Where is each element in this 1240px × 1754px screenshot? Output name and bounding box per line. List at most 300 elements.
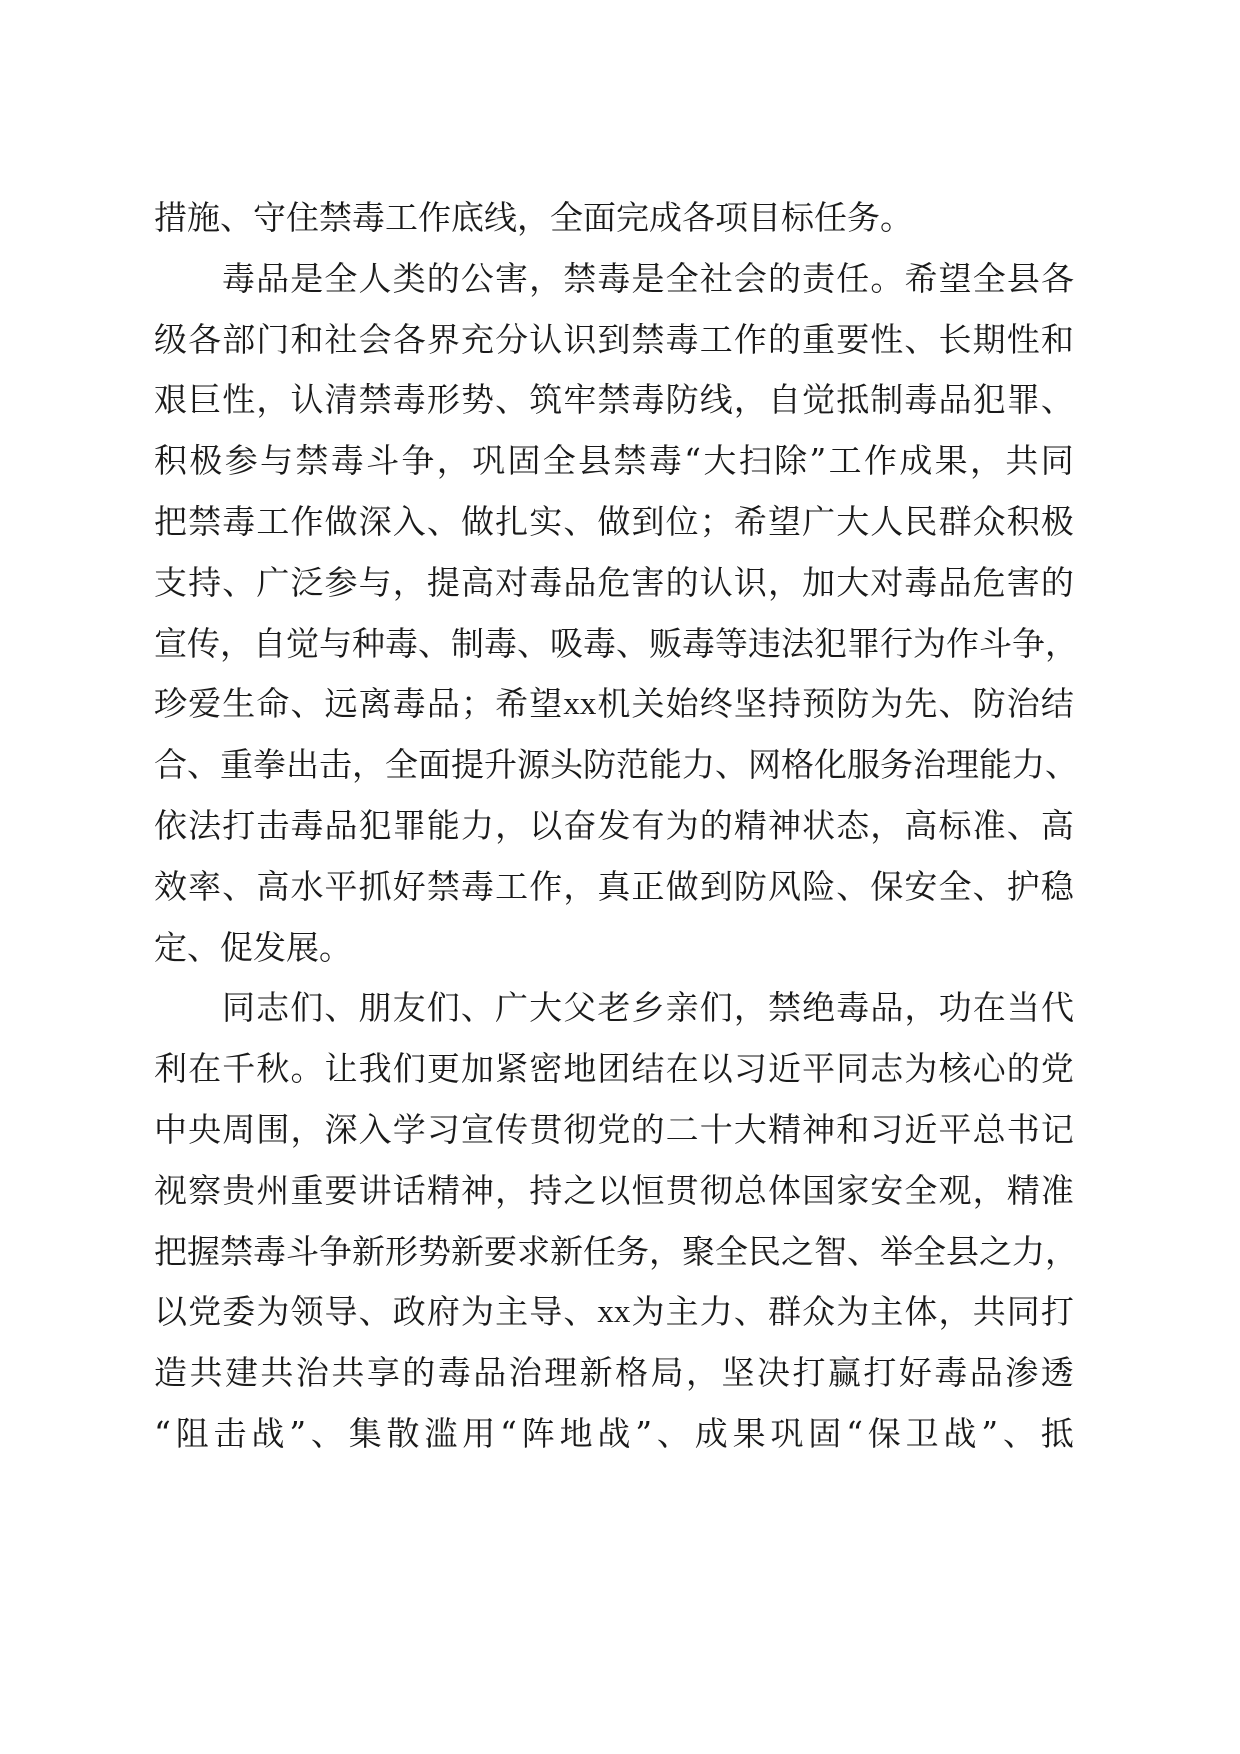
text-glyph: 毒 <box>529 562 563 602</box>
text-glyph: 为 <box>904 1049 938 1089</box>
text-glyph: 自 <box>767 380 801 420</box>
text-glyph: 的 <box>1006 1049 1040 1089</box>
text-glyph: 核 <box>938 1049 972 1089</box>
text-glyph: 贯 <box>665 1170 699 1210</box>
text-glyph: ， <box>220 623 253 663</box>
text-glyph: 同 <box>1006 1292 1040 1332</box>
text-glyph: 抵 <box>836 380 870 420</box>
text-glyph: 人 <box>358 258 392 298</box>
text-glyph: 生 <box>222 684 256 724</box>
text-glyph: 、 <box>715 745 748 785</box>
text-glyph: 渗 <box>1005 1353 1039 1393</box>
text-glyph: 国 <box>802 1170 836 1210</box>
text-glyph: 禁 <box>563 258 597 298</box>
text-glyph: 为 <box>665 805 699 845</box>
text-glyph: 毒 <box>253 1231 286 1271</box>
text-glyph: 们 <box>426 988 460 1028</box>
paragraph-1 <box>154 188 1074 249</box>
text-glyph: 同 <box>836 1049 870 1089</box>
text-glyph: 近 <box>767 1049 801 1089</box>
text-glyph: 习 <box>733 1049 767 1089</box>
text-glyph: 入 <box>358 1109 392 1149</box>
text-glyph: 关 <box>631 684 665 724</box>
text-glyph: 、 <box>938 684 972 724</box>
text-glyph: 险 <box>802 866 836 906</box>
text-glyph: 集 <box>348 1413 382 1453</box>
text-glyph: 工 <box>828 441 862 481</box>
text-glyph: 长 <box>938 319 972 359</box>
text-glyph: 打 <box>222 805 256 845</box>
text-line <box>154 796 1074 857</box>
text-glyph: 、 <box>1006 805 1040 845</box>
text-glyph: 觉 <box>286 623 319 663</box>
text-glyph: 宣 <box>154 623 187 663</box>
text-glyph: 作 <box>863 441 897 481</box>
text-glyph: 犯 <box>814 623 847 663</box>
text-glyph: 害 <box>631 562 665 602</box>
text-glyph: 识 <box>563 319 597 359</box>
text-glyph: 出 <box>286 745 319 785</box>
text-glyph: 、 <box>290 684 324 724</box>
text-glyph: ， <box>970 441 1003 481</box>
text-glyph: 共 <box>972 1292 1006 1332</box>
text-glyph: 禁 <box>597 380 631 420</box>
text-glyph: 好 <box>392 866 426 906</box>
text-glyph: 自 <box>253 623 286 663</box>
text-glyph: 分 <box>495 319 529 359</box>
text-glyph: ， <box>972 1170 1006 1210</box>
text-glyph: 认 <box>290 380 324 420</box>
text-glyph: ， <box>1045 623 1078 663</box>
text-glyph: ， <box>733 380 767 420</box>
text-glyph: 县 <box>946 1231 979 1271</box>
text-glyph: 成 <box>694 1413 728 1453</box>
text-glyph: 社 <box>699 258 733 298</box>
text-glyph: 力 <box>1012 1231 1045 1271</box>
text-glyph: 为 <box>256 1292 290 1332</box>
text-glyph: 状 <box>802 805 836 845</box>
text-line <box>154 249 1074 310</box>
text-glyph: 、 <box>358 1292 392 1332</box>
text-glyph: 防 <box>972 684 1006 724</box>
text-glyph: 禁 <box>613 441 647 481</box>
text-glyph: 认 <box>699 562 733 602</box>
text-glyph: 亲 <box>665 988 699 1028</box>
text-glyph: 主 <box>870 1292 904 1332</box>
text-glyph: 全 <box>938 866 972 906</box>
text-glyph: 人 <box>870 501 904 541</box>
text-glyph: 地 <box>563 1049 597 1089</box>
text-glyph: 结 <box>631 1049 665 1089</box>
text-glyph: 害 <box>495 258 528 298</box>
text-glyph: 政 <box>392 1292 426 1332</box>
text-glyph: 、 <box>426 501 460 541</box>
text-glyph: 牢 <box>563 380 597 420</box>
text-glyph: 们 <box>392 1049 426 1089</box>
text-glyph: 务 <box>880 745 913 785</box>
text-glyph: 离 <box>358 684 392 724</box>
text-glyph: 。 <box>290 1049 324 1089</box>
text-glyph: 利 <box>154 1049 187 1089</box>
text-glyph: 级 <box>154 319 187 359</box>
text-glyph: ” <box>809 441 827 481</box>
text-glyph: 积 <box>154 441 187 481</box>
text-glyph: ， <box>870 805 904 845</box>
text-glyph: 们 <box>290 988 324 1028</box>
text-glyph: 是 <box>631 258 665 298</box>
text-glyph: 共 <box>1005 441 1039 481</box>
text-glyph: 果 <box>934 441 968 481</box>
text-glyph: 社 <box>324 319 358 359</box>
text-glyph: 绝 <box>802 988 836 1028</box>
text-glyph: 法 <box>781 623 814 663</box>
text-glyph: 散 <box>386 1413 420 1453</box>
text-glyph: 性 <box>870 319 904 359</box>
text-glyph: 打 <box>863 1353 897 1393</box>
text-glyph: 们 <box>699 988 733 1028</box>
text-glyph: 防 <box>733 866 767 906</box>
text-glyph: 作 <box>290 501 324 541</box>
text-glyph: 彻 <box>563 1109 597 1149</box>
text-glyph: 奋 <box>563 805 597 845</box>
text-glyph: 持 <box>188 562 222 602</box>
text-glyph: “ <box>846 1413 863 1453</box>
text-glyph: 要 <box>484 1231 517 1271</box>
text-line <box>154 370 1074 431</box>
text-glyph: 要 <box>324 1170 358 1210</box>
text-glyph: 机 <box>597 684 631 724</box>
text-glyph: 品 <box>563 562 597 602</box>
text-glyph: 、 <box>563 1292 597 1332</box>
text-glyph: 平 <box>802 1049 836 1089</box>
text-glyph: 防 <box>583 745 616 785</box>
text-glyph: 保 <box>867 1413 901 1453</box>
text-glyph: 局 <box>650 1353 684 1393</box>
text-glyph: 打 <box>1040 1292 1074 1332</box>
text-glyph: 吸 <box>550 623 583 663</box>
text-glyph: 精 <box>426 1170 460 1210</box>
text-glyph: 话 <box>392 1170 426 1210</box>
text-glyph: 极 <box>189 441 223 481</box>
text-glyph: 共 <box>331 1353 365 1393</box>
text-glyph: 有 <box>631 805 665 845</box>
text-glyph: 近 <box>904 1109 938 1149</box>
text-glyph: 友 <box>392 988 426 1028</box>
text-glyph: 性 <box>222 380 256 420</box>
text-glyph: 县 <box>1006 258 1040 298</box>
text-line <box>154 735 1078 796</box>
text-glyph: 平 <box>938 1109 972 1149</box>
text-glyph: 智 <box>814 1231 847 1271</box>
text-glyph: 毒 <box>484 623 517 663</box>
text-glyph: 毒 <box>648 441 682 481</box>
text-glyph: 举 <box>880 1231 913 1271</box>
text-glyph: 代 <box>1041 988 1074 1028</box>
text-glyph: 重 <box>290 1170 324 1210</box>
text-glyph: 建 <box>224 1353 258 1393</box>
text-glyph: 领 <box>290 1292 324 1332</box>
text-glyph: 等 <box>715 623 748 663</box>
text-glyph: 希 <box>733 501 767 541</box>
text-glyph: 全 <box>715 1231 748 1271</box>
text-glyph: 合 <box>154 745 187 785</box>
text-glyph: 危 <box>972 562 1006 602</box>
text-glyph: 禁 <box>220 1231 253 1271</box>
text-line <box>154 1343 1074 1404</box>
text-glyph: 贵 <box>222 1170 256 1210</box>
text-glyph: 视 <box>154 1170 187 1210</box>
text-line <box>154 1100 1074 1161</box>
text-glyph: 扫 <box>738 441 772 481</box>
text-line <box>154 614 1078 675</box>
text-glyph: 会 <box>733 258 767 298</box>
text-line <box>154 978 1074 1039</box>
text-glyph: 乡 <box>631 988 665 1028</box>
text-glyph: 对 <box>870 562 904 602</box>
text-glyph: 水 <box>290 866 324 906</box>
text-glyph: 、 <box>1045 745 1078 785</box>
text-glyph: 害 <box>1006 562 1040 602</box>
text-glyph: 朋 <box>358 988 392 1028</box>
text-glyph: 做 <box>665 866 699 906</box>
text-glyph: 斗 <box>366 441 400 481</box>
text-glyph: 极 <box>1040 501 1074 541</box>
text-glyph: 种 <box>352 623 385 663</box>
text-glyph: 罪 <box>1006 380 1040 420</box>
text-glyph: 打 <box>792 1353 826 1393</box>
text-glyph: 任 <box>583 1231 616 1271</box>
text-glyph: 准 <box>1040 1170 1074 1210</box>
text-glyph: 的 <box>665 562 699 602</box>
text-glyph: 全 <box>972 258 1006 298</box>
text-glyph: 提 <box>426 562 460 602</box>
text-glyph: 战 <box>251 1413 285 1453</box>
text-glyph: 。 <box>870 258 904 298</box>
text-glyph: 泛 <box>290 562 324 602</box>
text-glyph: 参 <box>224 441 258 481</box>
text-glyph: 争 <box>401 441 435 481</box>
text-glyph: 神 <box>802 1109 836 1149</box>
text-glyph: 始 <box>665 684 699 724</box>
text-glyph: 贩 <box>649 623 682 663</box>
text-glyph: 力 <box>1012 745 1045 785</box>
text-glyph: 毒 <box>437 1353 471 1393</box>
text-glyph: 类 <box>392 258 426 298</box>
text-glyph: 命 <box>256 684 290 724</box>
text-glyph: 力 <box>460 805 494 845</box>
text-glyph: 稳 <box>1040 866 1074 906</box>
text-glyph: 决 <box>756 1353 790 1393</box>
text-glyph: 群 <box>938 501 972 541</box>
text-glyph: 高 <box>460 562 494 602</box>
text-glyph: 治 <box>1006 684 1040 724</box>
text-glyph: 会 <box>358 319 392 359</box>
text-line: 措施、守住禁毒工作底线，全面完成各项目标任务。 <box>154 198 913 237</box>
text-glyph: 老 <box>597 988 631 1028</box>
text-line <box>154 857 1074 918</box>
text-glyph: 团 <box>597 1049 631 1089</box>
text-glyph: 要 <box>836 319 870 359</box>
text-glyph: 、 <box>656 1413 690 1453</box>
text-glyph: 拳 <box>253 745 286 785</box>
text-glyph: 正 <box>631 866 665 906</box>
text-glyph: 希 <box>495 684 529 724</box>
document-body <box>154 188 1078 1465</box>
text-glyph: 阵 <box>521 1413 555 1453</box>
text-glyph: 、 <box>324 988 358 1028</box>
text-glyph: 加 <box>802 562 836 602</box>
text-glyph: ， <box>904 988 938 1028</box>
text-glyph: 安 <box>904 866 938 906</box>
text-glyph: 体 <box>767 1170 801 1210</box>
text-glyph: 护 <box>1006 866 1040 906</box>
text-glyph: 用 <box>462 1413 496 1453</box>
text-glyph: 犯 <box>358 805 392 845</box>
text-glyph: 升 <box>484 745 517 785</box>
text-glyph: 成 <box>899 441 933 481</box>
text-glyph: 观 <box>938 1170 972 1210</box>
text-line <box>154 674 1074 735</box>
text-glyph: 的 <box>767 319 801 359</box>
text-glyph: ， <box>256 380 290 420</box>
text-glyph: 的 <box>1040 562 1074 602</box>
text-glyph: 之 <box>563 1170 597 1210</box>
text-glyph: 远 <box>324 684 358 724</box>
text-glyph: 以 <box>699 1049 733 1089</box>
text-glyph: 品 <box>473 1353 507 1393</box>
text-glyph: 宣 <box>460 1109 494 1149</box>
text-glyph: 范 <box>616 745 649 785</box>
text-glyph: 大 <box>529 988 563 1028</box>
text-glyph: 享 <box>366 1353 400 1393</box>
text-glyph: 做 <box>460 501 494 541</box>
text-glyph: “ <box>500 1413 517 1453</box>
text-glyph: 治 <box>913 745 946 785</box>
text-glyph: 罪 <box>847 623 880 663</box>
text-glyph: 防 <box>665 380 699 420</box>
text-glyph: 巨 <box>188 380 222 420</box>
text-glyph: 当 <box>1006 988 1040 1028</box>
text-glyph: 、 <box>460 988 494 1028</box>
text-glyph: 志 <box>256 988 290 1028</box>
text-glyph: 到 <box>631 501 665 541</box>
text-glyph: 大 <box>733 1109 767 1149</box>
paragraph-2 <box>154 249 1078 979</box>
text-glyph: 毒 <box>631 380 665 420</box>
text-glyph: ， <box>392 562 426 602</box>
text-glyph: 与 <box>358 562 392 602</box>
text-glyph: 导 <box>529 1292 563 1332</box>
text-glyph: 毒 <box>934 1353 968 1393</box>
text-glyph: 毒 <box>222 501 256 541</box>
text-glyph: 禁 <box>768 988 801 1028</box>
text-glyph: 习 <box>870 1109 904 1149</box>
text-glyph: 广 <box>802 501 836 541</box>
text-glyph: 大 <box>836 562 870 602</box>
text-glyph: 察 <box>188 1170 222 1210</box>
text-glyph: 府 <box>426 1292 460 1332</box>
text-glyph: 总 <box>733 1170 767 1210</box>
text-line <box>154 492 1074 553</box>
text-glyph: 到 <box>597 319 631 359</box>
text-glyph: 高 <box>256 866 290 906</box>
text-glyph: 、 <box>836 866 870 906</box>
text-glyph: 央 <box>188 1109 222 1149</box>
text-glyph: 保 <box>870 866 904 906</box>
text-glyph: 彻 <box>699 1170 733 1210</box>
text-glyph: 、 <box>310 1413 344 1453</box>
text-glyph: 犯 <box>972 380 1006 420</box>
text-glyph: 县 <box>578 441 612 481</box>
text-glyph: “ <box>684 441 702 481</box>
text-glyph: ； <box>699 501 733 541</box>
text-glyph: 好 <box>898 1353 932 1393</box>
text-glyph: 州 <box>256 1170 290 1210</box>
text-glyph: 众 <box>972 501 1006 541</box>
text-glyph: 高 <box>1040 805 1074 845</box>
text-glyph: 传 <box>187 623 220 663</box>
text-glyph: 主 <box>665 1292 699 1332</box>
text-glyph: 功 <box>938 988 972 1028</box>
text-glyph: 品 <box>256 258 290 298</box>
text-glyph: 禁 <box>295 441 329 481</box>
text-glyph: 透 <box>1040 1353 1074 1393</box>
text-glyph: 为 <box>631 1292 665 1332</box>
text-glyph: 发 <box>597 805 631 845</box>
text-glyph: 务 <box>616 1231 649 1271</box>
text-glyph: 艰 <box>154 380 187 420</box>
text-glyph: 共 <box>189 1353 223 1393</box>
text-glyph: 服 <box>847 745 880 785</box>
text-glyph: 实 <box>529 501 563 541</box>
text-glyph: 在 <box>665 1049 699 1089</box>
text-glyph: 主 <box>495 1292 529 1332</box>
text-line: 定、促发展。 <box>154 927 352 967</box>
text-glyph: 之 <box>781 1231 814 1271</box>
text-glyph: 法 <box>188 805 222 845</box>
text-glyph: 望 <box>938 258 972 298</box>
text-glyph: 到 <box>699 866 733 906</box>
text-glyph: 毒 <box>836 988 870 1028</box>
text-glyph: 体 <box>904 1292 938 1332</box>
text-glyph: 精 <box>767 1109 801 1149</box>
text-glyph: ， <box>529 258 563 298</box>
text-glyph: ， <box>352 745 385 785</box>
text-glyph: 格 <box>781 745 814 785</box>
text-glyph: 持 <box>767 684 801 724</box>
text-glyph: 讲 <box>358 1170 392 1210</box>
text-glyph: 十 <box>699 1109 733 1149</box>
text-glyph: 求 <box>517 1231 550 1271</box>
text-glyph: 任 <box>836 258 870 298</box>
text-glyph: 毒 <box>583 623 616 663</box>
text-glyph: 对 <box>495 562 529 602</box>
text-glyph: 更 <box>426 1049 460 1089</box>
text-line <box>154 1039 1074 1100</box>
text-glyph: 心 <box>972 1049 1006 1089</box>
text-glyph: ， <box>290 1109 324 1149</box>
text-glyph: 化 <box>814 745 847 785</box>
text-glyph: 毒 <box>460 866 494 906</box>
text-glyph: 争 <box>319 1231 352 1271</box>
text-glyph: 提 <box>451 745 484 785</box>
text-glyph: 积 <box>1006 501 1040 541</box>
text-glyph: 各 <box>188 319 222 359</box>
text-glyph: 密 <box>529 1049 563 1089</box>
text-glyph: 做 <box>324 501 358 541</box>
text-glyph: 全 <box>385 745 418 785</box>
text-glyph: 全 <box>913 1231 946 1271</box>
